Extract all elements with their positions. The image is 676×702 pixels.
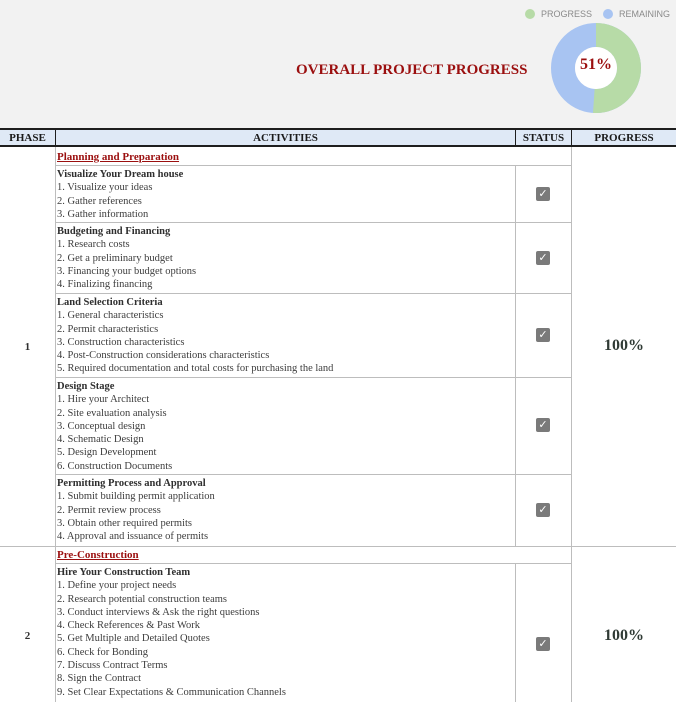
row-divider — [55, 165, 572, 166]
activity-item: 5. Required documentation and total costs for purchasing the land — [57, 363, 334, 375]
overall-progress-title: OVERALL PROJECT PROGRESS — [296, 62, 528, 78]
activity-item: 3. Conduct interviews & Ask the right questions — [57, 606, 260, 618]
legend-progress-swatch — [525, 9, 535, 19]
status-checkbox[interactable]: ✓ — [536, 637, 550, 651]
activity-item: 4. Schematic Design — [57, 434, 144, 446]
activity-item: 5. Get Multiple and Detailed Quotes — [57, 633, 210, 645]
activity-item: 2. Research potential construction teams — [57, 593, 227, 605]
activity-item: 1. General characteristics — [57, 310, 164, 322]
activity-item: 3. Gather information — [57, 208, 149, 220]
activity-title: Hire Your Construction Team — [57, 567, 191, 578]
activity-title: Design Stage — [57, 381, 115, 392]
section-title-pre-construction: Pre-Construction — [57, 549, 139, 561]
legend-remaining-label: REMAINING — [619, 9, 671, 19]
activity-group — [57, 477, 215, 543]
legend-remaining-swatch — [603, 9, 613, 19]
activity-title: Visualize Your Dream house — [57, 169, 184, 180]
activity-item: 8. Sign the Contract — [57, 673, 141, 685]
legend-remaining — [603, 9, 670, 19]
status-checkbox[interactable]: ✓ — [536, 328, 550, 342]
section-title-planning: Planning and Preparation — [57, 151, 180, 163]
phase-number: 2 — [24, 630, 31, 642]
activity-item: 1. Hire your Architect — [57, 394, 150, 406]
legend-progress-label: PROGRESS — [541, 9, 593, 19]
row-divider — [55, 563, 572, 564]
activity-item: 4. Approval and issuance of permits — [57, 531, 209, 543]
phase-progress-value: 100% — [604, 627, 644, 644]
status-checkbox[interactable]: ✓ — [536, 418, 550, 432]
activity-item: 6. Check for Bonding — [57, 646, 148, 658]
column-divider — [55, 546, 56, 702]
row-divider — [55, 222, 572, 223]
activity-group — [57, 168, 183, 221]
activity-item: 9. Set Clear Expectations & Communication Channels — [57, 686, 286, 698]
activity-group — [57, 380, 172, 473]
column-divider — [55, 147, 56, 546]
activity-item: 1. Define your project needs — [57, 580, 177, 592]
status-checkbox[interactable]: ✓ — [536, 251, 550, 265]
activity-item: 6. Construction Documents — [57, 460, 173, 472]
row-divider — [55, 293, 572, 294]
activity-item: 1. Research costs — [57, 239, 130, 251]
activity-item: 2. Site evaluation analysis — [57, 407, 167, 419]
activity-item: 5. Design Development — [57, 447, 157, 459]
activity-item: 3. Financing your budget options — [57, 265, 197, 277]
activity-item: 4. Post-Construction considerations characteristics — [57, 350, 270, 362]
phase-divider — [0, 546, 676, 547]
phase-progress-value: 100% — [604, 337, 644, 354]
table-header — [0, 128, 676, 147]
column-divider — [515, 563, 516, 702]
activity-title: Land Selection Criteria — [57, 297, 163, 308]
row-divider — [55, 377, 572, 378]
header-progress: PROGRESS — [594, 132, 654, 144]
activity-item: 2. Get a preliminary budget — [57, 252, 173, 264]
activity-group — [57, 566, 286, 699]
activity-group — [57, 225, 196, 291]
status-checkbox[interactable]: ✓ — [536, 503, 550, 517]
legend-progress — [525, 9, 592, 19]
header-activities: ACTIVITIES — [253, 132, 318, 144]
phase-number: 1 — [24, 341, 31, 353]
activity-item: 3. Obtain other required permits — [57, 517, 193, 529]
activity-item: 4. Finalizing financing — [57, 279, 153, 291]
activity-item: 1. Visualize your ideas — [57, 182, 153, 194]
activity-item: 2. Gather references — [57, 195, 142, 207]
activity-item: 3. Conceptual design — [57, 420, 146, 432]
donut-percent-label: 51% — [580, 56, 612, 73]
header-status: STATUS — [522, 132, 565, 144]
activity-title: Budgeting and Financing — [57, 226, 171, 237]
activity-item: 7. Discuss Contract Terms — [57, 660, 168, 672]
activity-title: Permitting Process and Approval — [57, 478, 206, 489]
activity-item: 1. Submit building permit application — [57, 491, 215, 503]
header-phase: PHASE — [9, 132, 46, 144]
column-divider — [571, 546, 572, 702]
row-divider — [55, 474, 572, 475]
activity-item: 3. Construction characteristics — [57, 336, 185, 348]
activity-item: 4. Check References & Past Work — [57, 620, 201, 632]
status-checkbox[interactable]: ✓ — [536, 187, 550, 201]
activity-group — [57, 296, 333, 376]
activity-item: 2. Permit review process — [57, 504, 161, 516]
activity-item: 2. Permit characteristics — [57, 323, 159, 335]
